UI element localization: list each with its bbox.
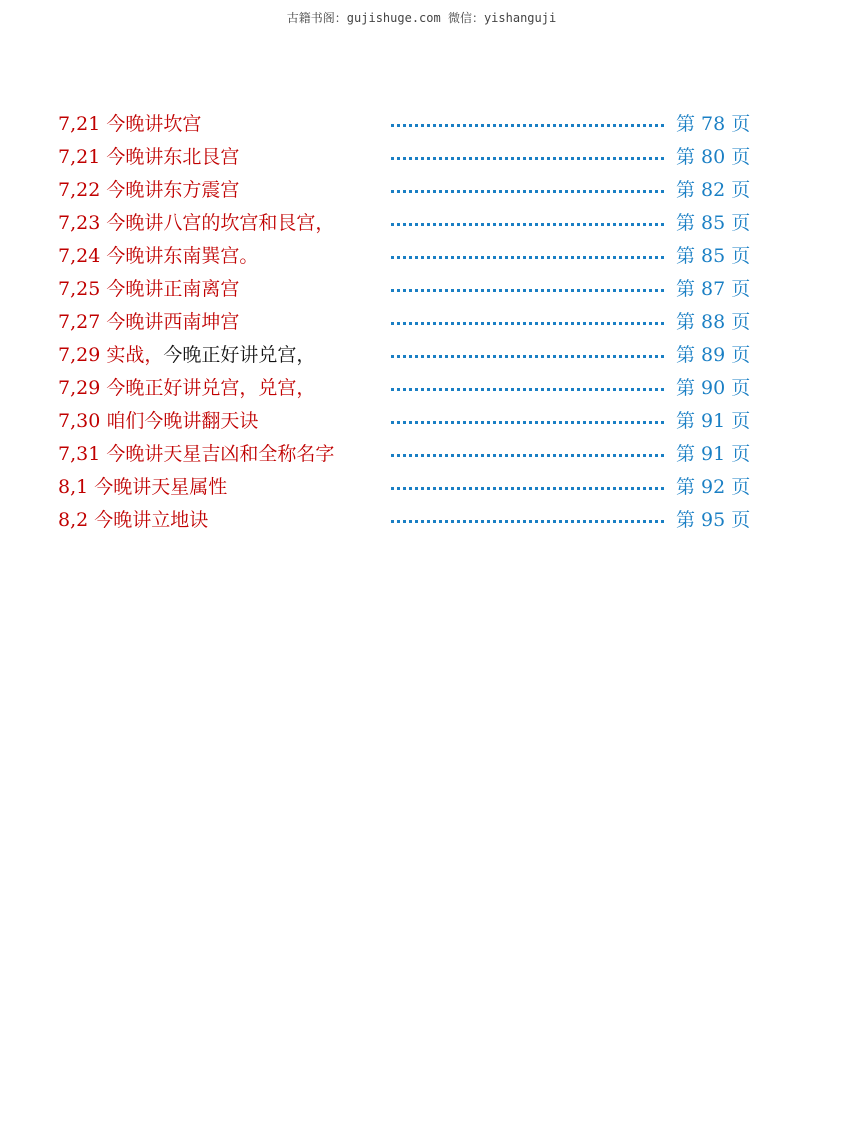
toc-entry-title bbox=[58, 438, 334, 471]
toc-entry-title bbox=[58, 306, 239, 339]
toc-entry[interactable] bbox=[58, 405, 758, 438]
dot-leader bbox=[391, 520, 664, 523]
toc-entry-title bbox=[58, 471, 227, 504]
toc-entry-title bbox=[58, 405, 258, 438]
toc-title-segment: 7,23 今晚讲八宫的坎宫和艮宫， bbox=[58, 212, 335, 234]
toc-page-number: 第 91 页 bbox=[676, 443, 751, 465]
toc-entry[interactable] bbox=[58, 108, 758, 141]
toc-entry[interactable] bbox=[58, 141, 758, 174]
page-header: 古籍书阁：gujishuge.com 微信：yishanguji bbox=[286, 11, 557, 25]
toc-entry[interactable] bbox=[58, 174, 758, 207]
toc-page-number: 第 87 页 bbox=[676, 278, 751, 300]
dot-leader bbox=[391, 190, 664, 193]
dot-leader bbox=[391, 223, 664, 226]
toc-title-segment: 7,29 今晚正好讲兑宫，兑宫， bbox=[58, 377, 316, 399]
toc-page-number: 第 80 页 bbox=[676, 146, 751, 168]
toc-page-number: 第 82 页 bbox=[676, 179, 751, 201]
toc-title-segment: 7,31 今晚讲天星吉凶和全称名字 bbox=[58, 443, 335, 465]
toc-entry[interactable] bbox=[58, 240, 758, 273]
dot-leader bbox=[391, 421, 664, 424]
toc-page-number: 第 90 页 bbox=[676, 377, 751, 399]
dot-leader bbox=[391, 487, 664, 490]
toc-page-number: 第 92 页 bbox=[676, 476, 751, 498]
toc-title-segment: 8,1 今晚讲天星属性 bbox=[58, 476, 228, 498]
toc-entry-title bbox=[58, 141, 239, 174]
toc-entry[interactable] bbox=[58, 306, 758, 339]
toc-title-segment: 今晚正好讲兑宫， bbox=[163, 344, 316, 366]
toc-entry-title bbox=[58, 339, 315, 372]
toc-title-segment: 7,29 实战， bbox=[58, 344, 164, 366]
dot-leader bbox=[391, 322, 664, 325]
toc-entry-title bbox=[58, 273, 239, 306]
dot-leader bbox=[391, 124, 664, 127]
dot-leader bbox=[391, 289, 664, 292]
toc-entry[interactable] bbox=[58, 372, 758, 405]
toc-entry[interactable] bbox=[58, 339, 758, 372]
table-of-contents bbox=[58, 108, 758, 537]
toc-title-segment: 7,21 今晚讲坎宫 bbox=[58, 113, 202, 135]
toc-title-segment: 7,30 咱们今晚讲翻天诀 bbox=[58, 410, 259, 432]
toc-title-segment: 7,27 今晚讲西南坤宫 bbox=[58, 311, 240, 333]
toc-page-number: 第 85 页 bbox=[676, 245, 751, 267]
toc-entry-title bbox=[58, 240, 258, 273]
toc-entry[interactable] bbox=[58, 504, 758, 537]
toc-title-segment: 7,24 今晚讲东南巽宫。 bbox=[58, 245, 259, 267]
toc-entry-title bbox=[58, 174, 239, 207]
toc-entry[interactable] bbox=[58, 471, 758, 504]
toc-page-number: 第 89 页 bbox=[676, 344, 751, 366]
toc-page-number: 第 85 页 bbox=[676, 212, 751, 234]
toc-entry-title bbox=[58, 207, 334, 240]
dot-leader bbox=[391, 256, 664, 259]
toc-title-segment: 7,22 今晚讲东方震宫 bbox=[58, 179, 240, 201]
toc-page-number: 第 88 页 bbox=[676, 311, 751, 333]
dot-leader bbox=[391, 454, 664, 457]
toc-title-segment: 7,21 今晚讲东北艮宫 bbox=[58, 146, 240, 168]
toc-entry[interactable] bbox=[58, 273, 758, 306]
toc-entry-title bbox=[58, 108, 201, 141]
toc-page-number: 第 78 页 bbox=[676, 113, 751, 135]
toc-title-segment: 7,25 今晚讲正南离宫 bbox=[58, 278, 240, 300]
dot-leader bbox=[391, 355, 664, 358]
toc-entry-title bbox=[58, 504, 208, 537]
toc-title-segment: 8,2 今晚讲立地诀 bbox=[58, 509, 209, 531]
toc-page-number: 第 91 页 bbox=[676, 410, 751, 432]
dot-leader bbox=[391, 388, 664, 391]
dot-leader bbox=[391, 157, 664, 160]
toc-entry[interactable] bbox=[58, 438, 758, 471]
toc-entry-title bbox=[58, 372, 315, 405]
toc-entry[interactable] bbox=[58, 207, 758, 240]
toc-page-number: 第 95 页 bbox=[676, 509, 751, 531]
